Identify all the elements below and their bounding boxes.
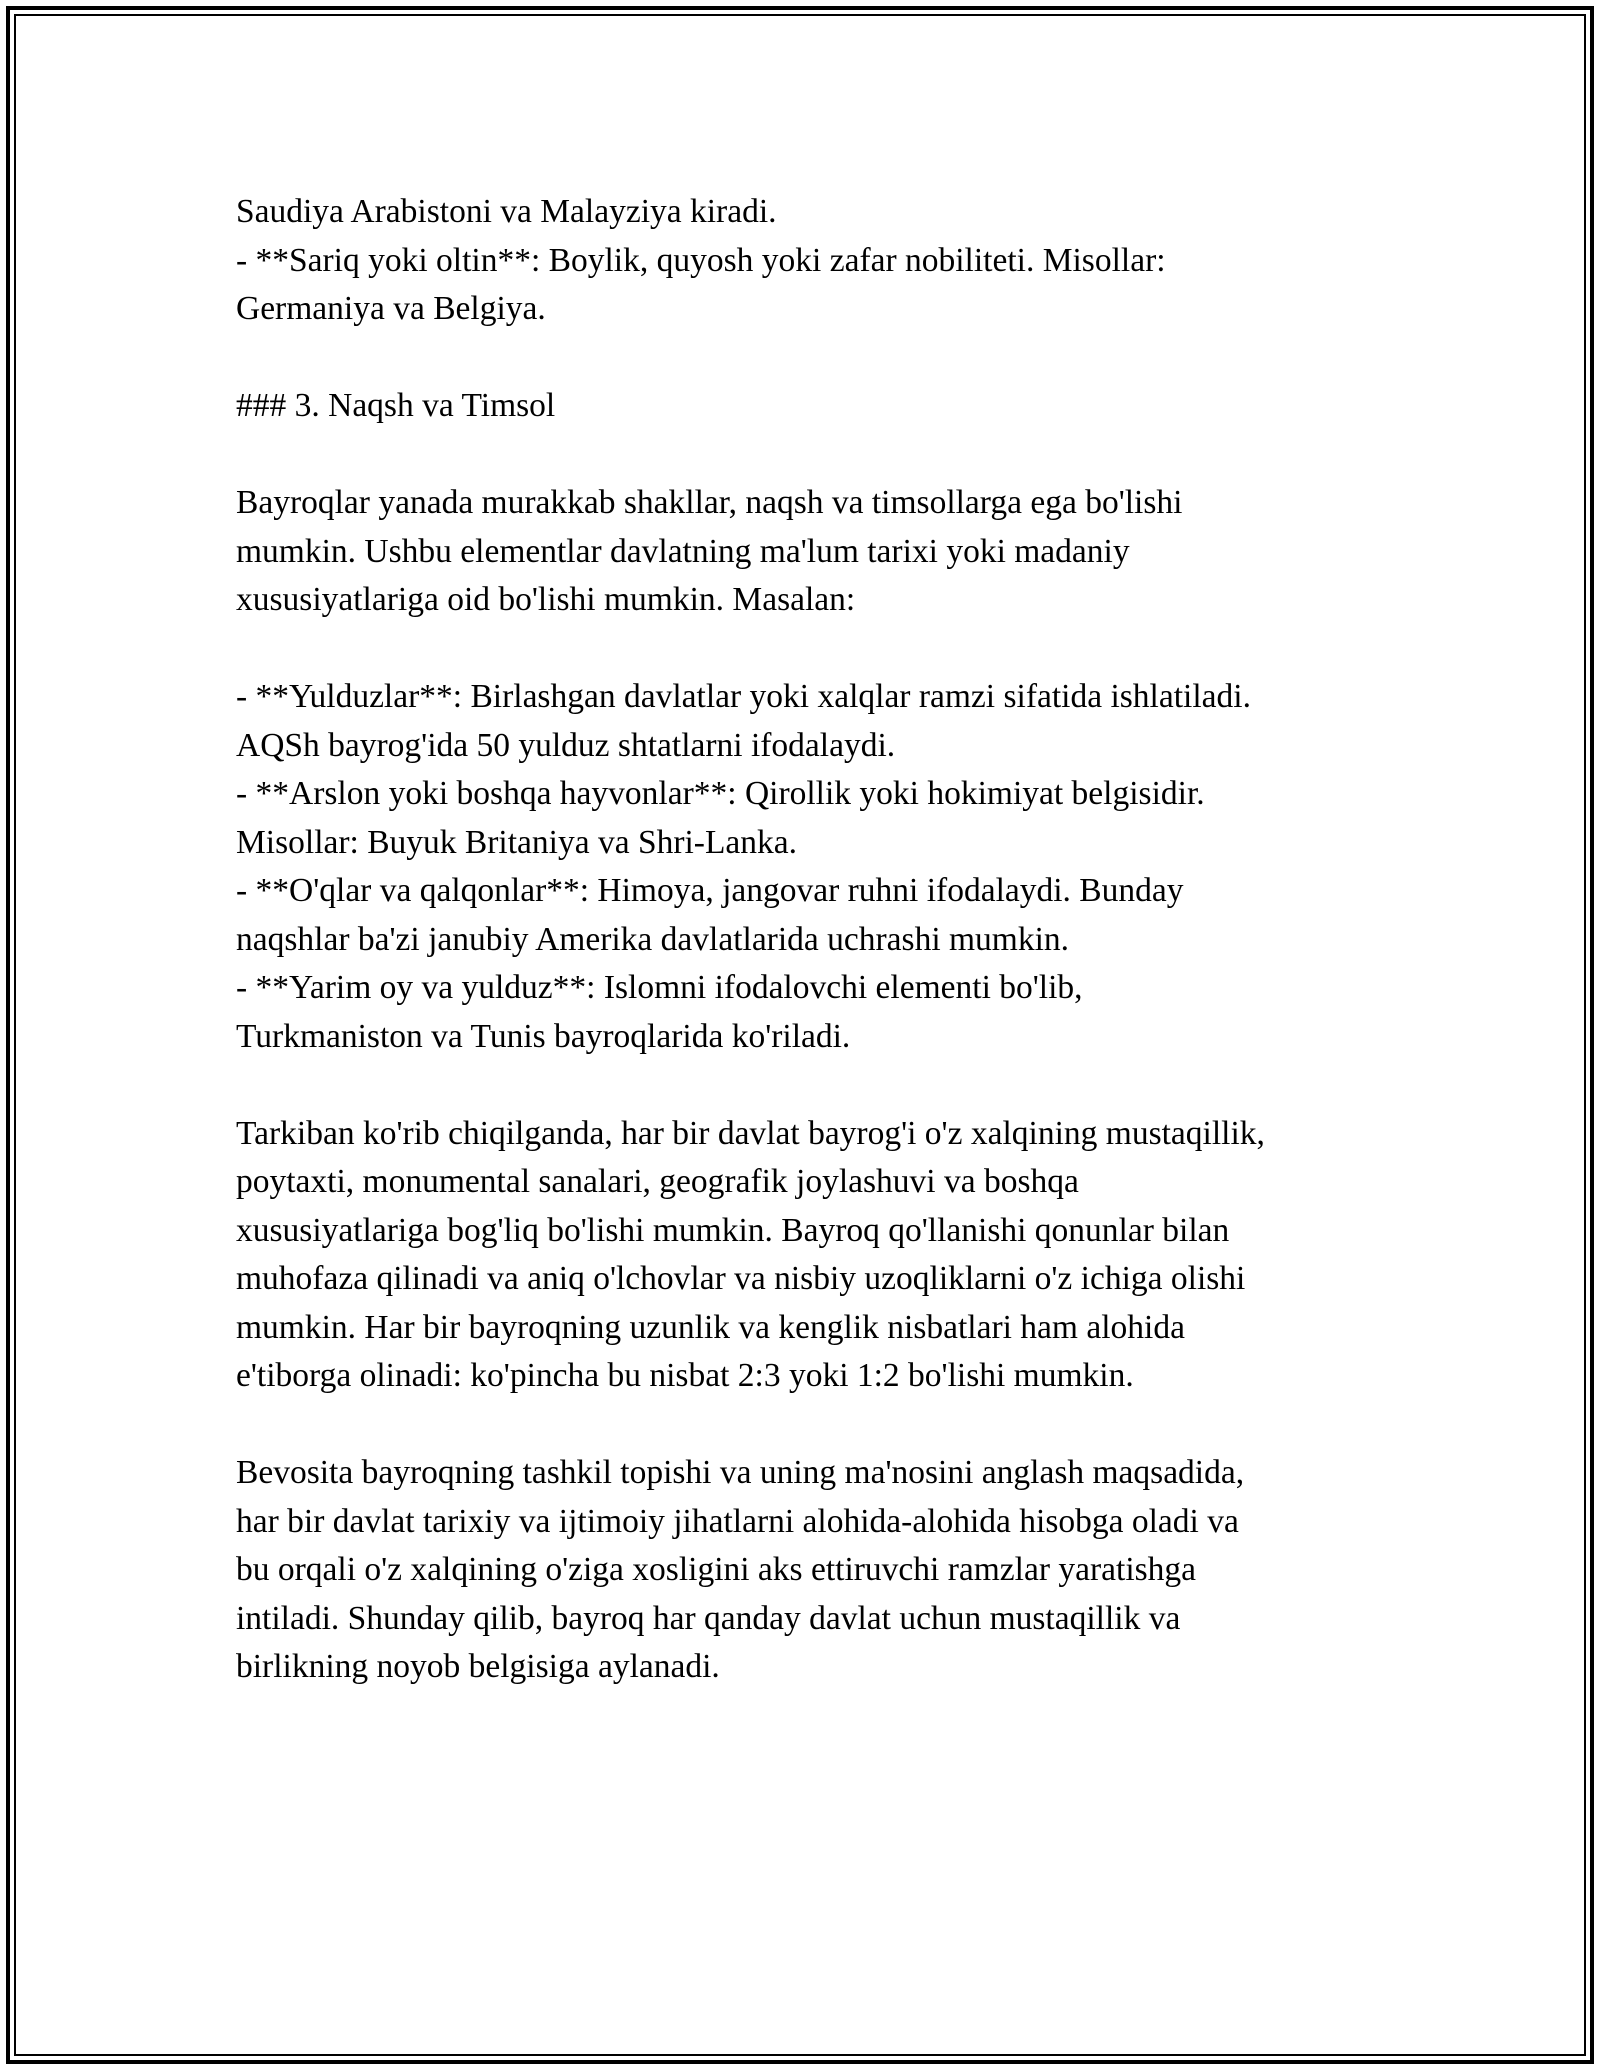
paragraph-line: bu orqali o'z xalqining o'ziga xosligini aks ettiruvchi ramzlar yaratishga bbox=[236, 1551, 1197, 1588]
document-body bbox=[236, 188, 1396, 1692]
paragraph-line: birlikning noyob belgisiga aylanadi. bbox=[236, 1648, 720, 1685]
paragraph-line: poytaxti, monumental sanalari, geografik joylashuvi va boshqa bbox=[236, 1163, 1079, 1200]
blank-line bbox=[236, 431, 1396, 480]
paragraph-line: muhofaza qilinadi va aniq o'lchovlar va nisbiy uzoqliklarni o'z ichiga olishi bbox=[236, 1260, 1246, 1297]
paragraph-line: Bevosita bayroqning tashkil topishi va uning ma'nosini anglash maqsadida, bbox=[236, 1454, 1245, 1491]
paragraph-line: xususiyatlariga bog'liq bo'lishi mumkin. Bayroq qo'llanishi qonunlar bilan bbox=[236, 1211, 1230, 1249]
list-item-oqlar: - **O'qlar va qalqonlar**: Himoya, jangovar ruhni ifodalaydi. Bunday bbox=[236, 872, 1184, 909]
blank-line bbox=[236, 1401, 1396, 1450]
paragraph-line: e'tiborga olinadi: ko'pincha bu nisbat 2:3 yoki 1:2 bo'lishi mumkin. bbox=[236, 1357, 1134, 1394]
list-item-arslon: - **Arslon yoki boshqa hayvonlar**: Qirollik yoki hokimiyat belgisidir. bbox=[236, 775, 1205, 812]
paragraph-line: intiladi. Shunday qilib, bayroq har qanday davlat uchun mustaqillik va bbox=[236, 1599, 1181, 1637]
list-item-text: Turkmaniston va Tunis bayroqlarida ko'riladi. bbox=[236, 1017, 851, 1055]
list-item-text: Misollar: Buyuk Britaniya va Shri-Lanka. bbox=[236, 823, 798, 861]
paragraph-line: xususiyatlariga oid bo'lishi mumkin. Masalan: bbox=[236, 581, 856, 618]
section-heading: ### 3. Naqsh va Timsol bbox=[236, 387, 556, 424]
list-item-text: AQSh bayrog'ida 50 yulduz shtatlarni ifodalaydi. bbox=[236, 726, 896, 764]
blank-line bbox=[236, 625, 1396, 674]
paragraph-line: har bir davlat tarixiy va ijtimoiy jihatlarni alohida-alohida hisobga oladi va bbox=[236, 1502, 1239, 1540]
blank-line bbox=[236, 1061, 1396, 1110]
list-item-yulduzlar: - **Yulduzlar**: Birlashgan davlatlar yoki xalqlar ramzi sifatida ishlatiladi. bbox=[236, 678, 1251, 715]
paragraph-line: mumkin. Ushbu elementlar davlatning ma'lum tarixi yoki madaniy bbox=[236, 532, 1130, 570]
paragraph-line: mumkin. Har bir bayroqning uzunlik va kenglik nisbatlari ham alohida bbox=[236, 1308, 1185, 1346]
blank-line bbox=[236, 334, 1396, 383]
list-item-text: naqshlar ba'zi janubiy Amerika davlatlarida uchrashi mumkin. bbox=[236, 920, 1070, 958]
paragraph-line: Tarkiban ko'rib chiqilganda, har bir davlat bayrog'i o'z xalqining mustaqillik, bbox=[236, 1114, 1265, 1152]
paragraph-line: Bayroqlar yanada murakkab shakllar, naqsh va timsollarga ega bo'lishi bbox=[236, 484, 1183, 521]
text-line: Saudiya Arabistoni va Malayziya kiradi. bbox=[236, 193, 777, 230]
text-line: Germaniya va Belgiya. bbox=[236, 290, 546, 327]
list-item-sariq: - **Sariq yoki oltin**: Boylik, quyosh yoki zafar nobiliteti. Misollar: bbox=[236, 241, 1166, 279]
list-item-yarim-oy: - **Yarim oy va yulduz**: Islomni ifodalovchi elementi bo'lib, bbox=[236, 969, 1083, 1006]
